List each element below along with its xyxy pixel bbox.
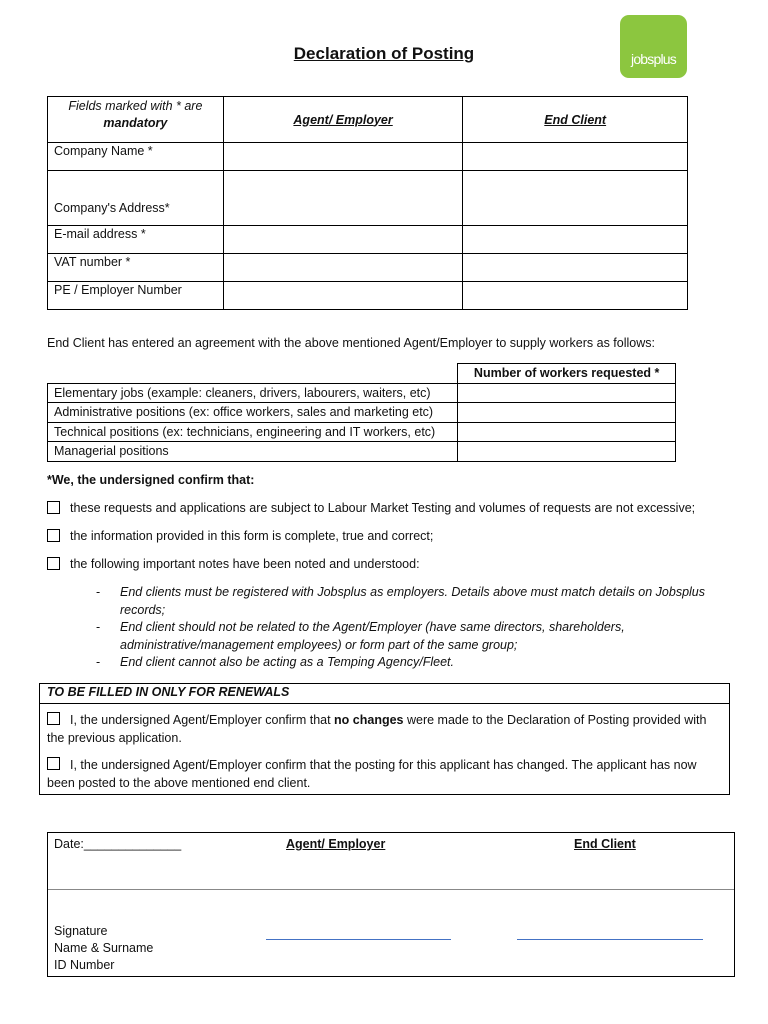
workers-row-technical: Technical positions (ex: technicians, engineering and IT workers, etc) <box>48 422 458 442</box>
confirm-text-2: the information provided in this form is complete, true and correct; <box>70 529 434 543</box>
note-item-1: - End clients must be registered with Jobsplus as employers. Details above must match details on Jobsplus records; <box>96 584 726 619</box>
agent-pe-number-field[interactable] <box>223 282 463 310</box>
renewal-1-post: were made to the Declaration of Posting provided with the previous application. <box>47 713 707 745</box>
signature-label: Signature <box>54 924 108 938</box>
signature-box <box>47 832 735 977</box>
agent-company-address-field[interactable] <box>223 171 463 226</box>
logo-text: jobsplus <box>631 51 676 67</box>
row-label-vat: VAT number * <box>48 254 224 282</box>
agent-email-field[interactable] <box>223 226 463 254</box>
confirm-text-1: these requests and applications are subject to Labour Market Testing and volumes of requests are not excessive; <box>70 501 696 515</box>
renewals-box <box>39 683 730 795</box>
agent-vat-field[interactable] <box>223 254 463 282</box>
row-label-company-address <box>48 171 224 226</box>
renewal-2-text: I, the undersigned Agent/Employer confirm that the posting for this applicant has changed. The applicant has now been posted to the above mentioned end client. <box>47 758 697 790</box>
company-address-label: Company's Address* <box>54 201 170 215</box>
workers-row-elementary: Elementary jobs (example: cleaners, drivers, labourers, waiters, etc) <box>48 383 458 403</box>
renewal-no-changes-checkbox[interactable] <box>47 712 60 725</box>
signature-divider <box>48 889 734 890</box>
note-line-2: mandatory <box>103 116 168 130</box>
col-header-client: End Client <box>463 97 688 143</box>
note-line-1: Fields marked with * are <box>68 99 203 113</box>
workers-row-administrative: Administrative positions (ex: office workers, sales and marketing etc) <box>48 403 458 423</box>
technical-count-field[interactable] <box>458 422 676 442</box>
confirm-text-3: the following important notes have been noted and understood: <box>70 557 420 571</box>
client-email-field[interactable] <box>463 226 688 254</box>
renewals-heading: TO BE FILLED IN ONLY FOR RENEWALS <box>47 685 290 699</box>
details-table <box>47 96 688 310</box>
elementary-count-field[interactable] <box>458 383 676 403</box>
renewal-1-bold: no changes <box>334 713 404 727</box>
col-header-agent: Agent/ Employer <box>223 97 463 143</box>
workers-header-blank <box>48 364 458 384</box>
date-field[interactable]: Date:______________ <box>54 837 182 851</box>
sig-agent-header: Agent/ Employer <box>286 837 386 851</box>
notes-list <box>96 584 726 672</box>
client-pe-number-field[interactable] <box>463 282 688 310</box>
page-title: Declaration of Posting <box>293 44 475 63</box>
administrative-count-field[interactable] <box>458 403 676 423</box>
renewal-1-pre: I, the undersigned Agent/Employer confirm that <box>70 713 335 727</box>
client-signature-line[interactable] <box>517 939 703 940</box>
row-label-pe-number: PE / Employer Number <box>48 282 224 310</box>
renewal-item-2 <box>47 756 717 792</box>
confirm-checkbox-2[interactable] <box>47 529 60 542</box>
row-label-email: E-mail address * <box>48 226 224 254</box>
renewal-changed-checkbox[interactable] <box>47 757 60 770</box>
client-company-address-field[interactable] <box>463 171 688 226</box>
note-item-3: - End client cannot also be acting as a Temping Agency/Fleet. <box>96 654 726 672</box>
note-item-2: - End client should not be related to the Agent/Employer (have same directors, shareholders, administrative/management employees) or form part of the same group; <box>96 619 726 654</box>
managerial-count-field[interactable] <box>458 442 676 462</box>
row-label-company-name: Company Name * <box>48 143 224 171</box>
client-vat-field[interactable] <box>463 254 688 282</box>
mandatory-note <box>48 97 224 143</box>
confirm-heading: *We, the undersigned confirm that: <box>47 473 255 487</box>
confirm-checkbox-3[interactable] <box>47 557 60 570</box>
workers-table <box>47 363 676 462</box>
id-number-label: ID Number <box>54 958 115 972</box>
confirm-checkbox-1[interactable] <box>47 501 60 514</box>
name-surname-label: Name & Surname <box>54 941 154 955</box>
jobsplus-logo <box>620 15 687 78</box>
sig-client-header: End Client <box>574 837 636 851</box>
client-company-name-field[interactable] <box>463 143 688 171</box>
agent-signature-line[interactable] <box>266 939 451 940</box>
renewals-divider <box>40 703 729 704</box>
agent-company-name-field[interactable] <box>223 143 463 171</box>
workers-count-header: Number of workers requested * <box>458 364 676 384</box>
renewal-item-1 <box>47 711 717 747</box>
workers-row-managerial: Managerial positions <box>48 442 458 462</box>
agreement-intro: End Client has entered an agreement with the above mentioned Agent/Employer to supply workers as follows: <box>47 336 655 350</box>
